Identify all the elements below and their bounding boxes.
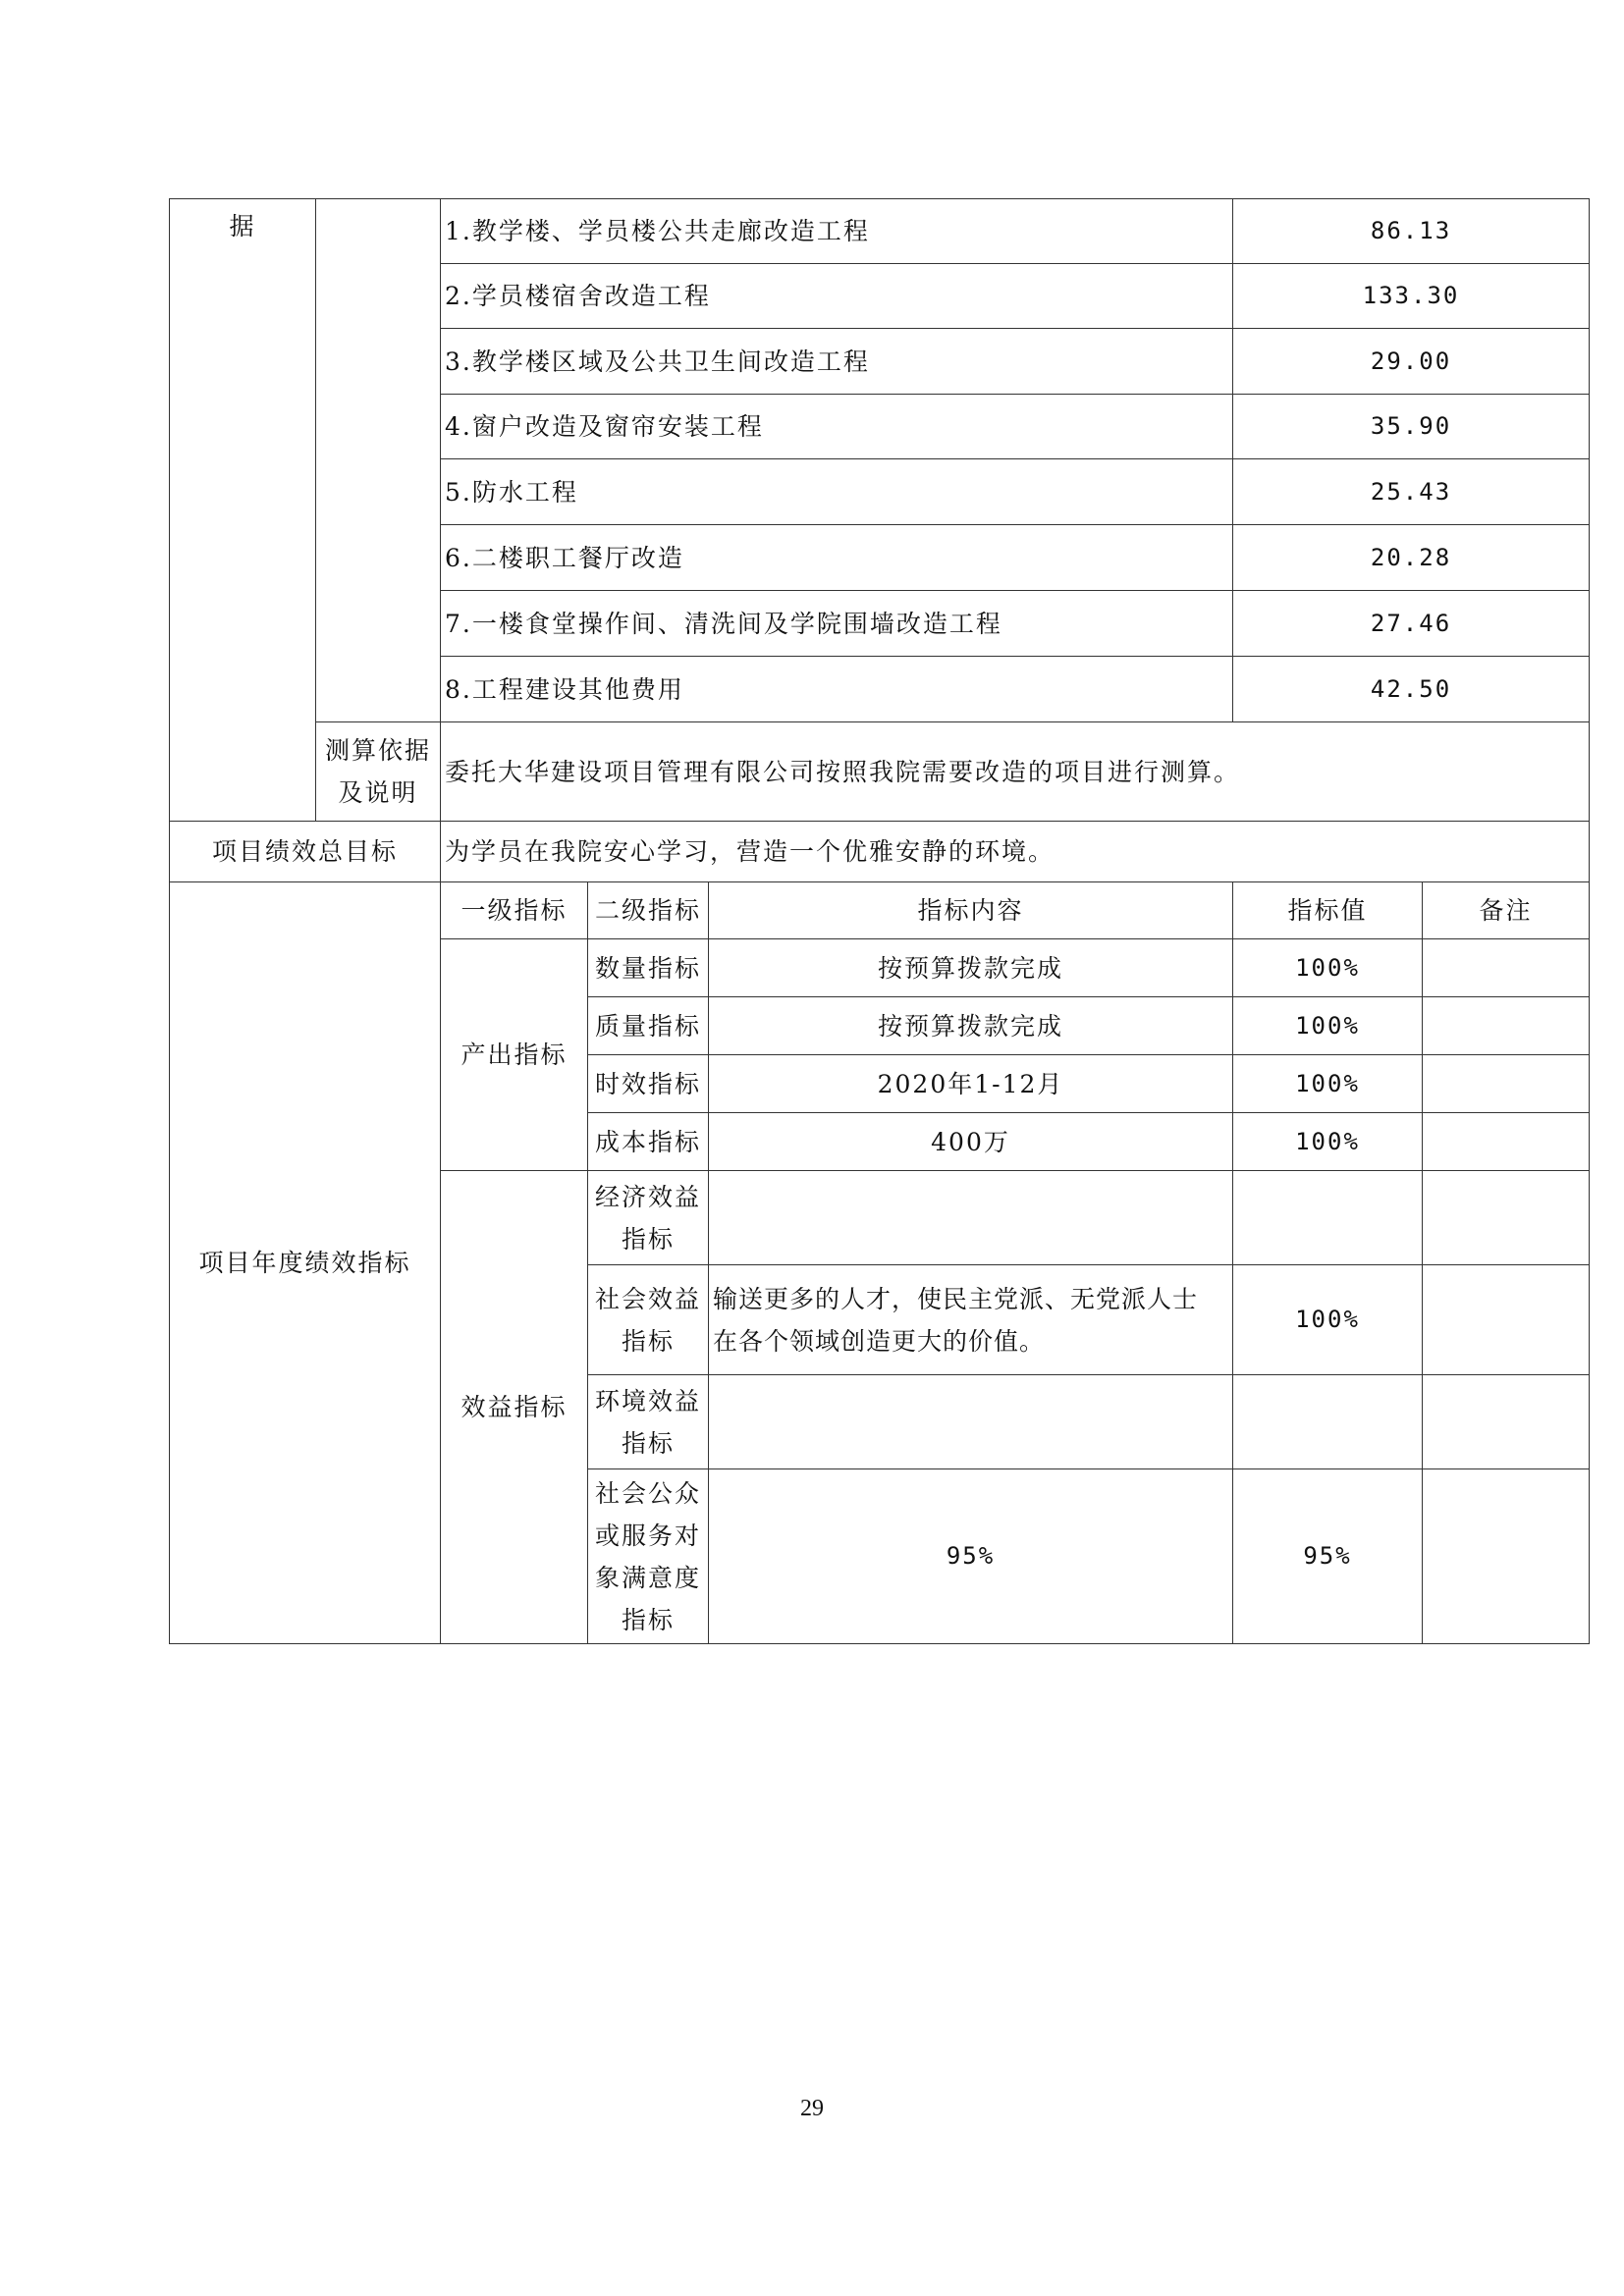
output-label: 产出指标: [441, 939, 588, 1171]
value-cell: 100%: [1233, 1265, 1423, 1375]
content-cell: 输送更多的人才，使民主党派、无党派人士 在各个领域创造更大的价值。: [709, 1265, 1233, 1375]
budget-item-amount: 29.00: [1233, 329, 1590, 395]
budget-item-amount: 86.13: [1233, 199, 1590, 264]
level2-cell: 经济效益 指标: [588, 1171, 709, 1265]
content-cell: [709, 1171, 1233, 1265]
content-cell: 按预算拨款完成: [709, 939, 1233, 997]
header-content: 指标内容: [709, 882, 1233, 939]
header-level1: 一级指标: [441, 882, 588, 939]
note-cell: [1423, 1375, 1590, 1469]
content-cell: [709, 1375, 1233, 1469]
value-cell: [1233, 1171, 1423, 1265]
content-cell: 2020年1-12月: [709, 1055, 1233, 1113]
level2-cell: 质量指标: [588, 997, 709, 1055]
indicator-section-label: 项目年度绩效指标: [170, 882, 441, 1644]
budget-item-label: 2.学员楼宿舍改造工程: [441, 264, 1233, 329]
level2-cell: 数量指标: [588, 939, 709, 997]
header-note: 备注: [1423, 882, 1590, 939]
indicator-header-row: [170, 882, 1590, 939]
note-cell: [1423, 1113, 1590, 1171]
overall-goal-label: 项目绩效总目标: [170, 822, 441, 882]
note-cell: [1423, 1055, 1590, 1113]
budget-item-label: 8.工程建设其他费用: [441, 657, 1233, 722]
budget-item-label: 4.窗户改造及窗帘安装工程: [441, 395, 1233, 459]
budget-item-amount: 20.28: [1233, 525, 1590, 591]
budget-item-label: 6.二楼职工餐厅改造: [441, 525, 1233, 591]
budget-item-label: 3.教学楼区域及公共卫生间改造工程: [441, 329, 1233, 395]
overall-goal-row: [170, 822, 1590, 882]
note-cell: [1423, 1265, 1590, 1375]
budget-item-label: 5.防水工程: [441, 459, 1233, 525]
header-value: 指标值: [1233, 882, 1423, 939]
overall-goal-text: 为学员在我院安心学习，营造一个优雅安静的环境。: [441, 822, 1590, 882]
value-cell: 100%: [1233, 1113, 1423, 1171]
value-cell: 100%: [1233, 939, 1423, 997]
budget-item-amount: 35.90: [1233, 395, 1590, 459]
note-cell: [1423, 1171, 1590, 1265]
basis-empty-cell: [316, 199, 441, 722]
content-cell: 400万: [709, 1113, 1233, 1171]
budget-item-label: 7.一楼食堂操作间、清洗间及学院围墙改造工程: [441, 591, 1233, 657]
note-cell: [1423, 939, 1590, 997]
value-cell: 95%: [1233, 1469, 1423, 1644]
budget-row: [170, 199, 1590, 264]
note-cell: [1423, 997, 1590, 1055]
budget-item-amount: 25.43: [1233, 459, 1590, 525]
benefit-label: 效益指标: [441, 1171, 588, 1644]
budget-item-amount: 42.50: [1233, 657, 1590, 722]
value-cell: [1233, 1375, 1423, 1469]
level2-cell: 成本指标: [588, 1113, 709, 1171]
level2-cell: 社会效益 指标: [588, 1265, 709, 1375]
page-number: 29: [800, 2096, 824, 2121]
budget-item-amount: 27.46: [1233, 591, 1590, 657]
content-cell: 按预算拨款完成: [709, 997, 1233, 1055]
basis-left-label: 据: [170, 199, 316, 822]
level2-cell: 环境效益 指标: [588, 1375, 709, 1469]
level2-cell: 社会公众 或服务对 象满意度 指标: [588, 1469, 709, 1644]
budget-item-label: 1.教学楼、学员楼公共走廊改造工程: [441, 199, 1233, 264]
header-level2: 二级指标: [588, 882, 709, 939]
basis-text: 委托大华建设项目管理有限公司按照我院需要改造的项目进行测算。: [441, 722, 1590, 822]
budget-item-amount: 133.30: [1233, 264, 1590, 329]
performance-table: [169, 198, 1590, 1644]
basis-label: 测算依据 及说明: [316, 722, 441, 822]
content-cell: 95%: [709, 1469, 1233, 1644]
value-cell: 100%: [1233, 997, 1423, 1055]
note-cell: [1423, 1469, 1590, 1644]
basis-row: [170, 722, 1590, 822]
level2-cell: 时效指标: [588, 1055, 709, 1113]
value-cell: 100%: [1233, 1055, 1423, 1113]
